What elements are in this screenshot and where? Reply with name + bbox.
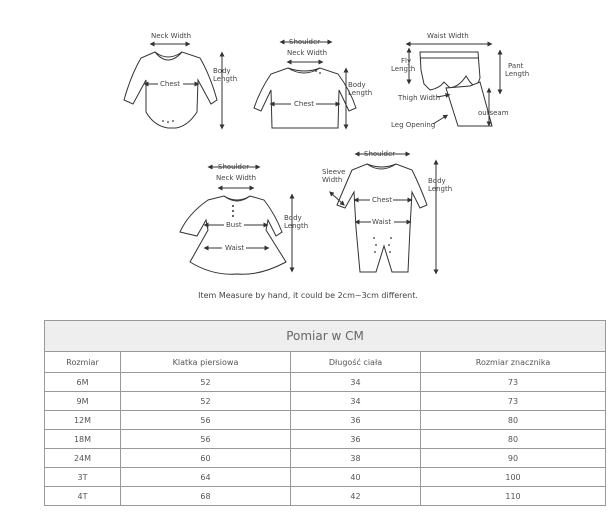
table-cell: 60 [121,449,291,468]
body-length-label-2: Length [428,185,453,193]
table-cell: 9M [45,392,121,411]
chest-label: Chest [294,100,315,108]
body-length-label-2: Length [284,222,309,230]
table-cell: 110 [421,487,606,506]
shoulder-label: Shoulder [364,150,396,158]
table-row [45,392,606,411]
table-row [45,449,606,468]
table-cell: 24M [45,449,121,468]
body-length-label: Body [428,177,446,185]
table-cell: 73 [421,373,606,392]
table-cell: 34 [291,373,421,392]
chest-label: Chest [372,196,393,204]
table-row [45,411,606,430]
table-cell: 36 [291,411,421,430]
table-body [45,373,606,506]
sleeve-width-label-2: Width [322,176,343,184]
size-table [44,320,606,506]
table-cell: 4T [45,487,121,506]
shoulder-label: Shoulder [218,163,250,171]
table-cell: 80 [421,430,606,449]
table-cell: 3T [45,468,121,487]
pant-length-label-2: Length [505,70,530,78]
measurement-note: Item Measure by hand, it could be 2cm~3cm different. [198,291,418,300]
body-length-label-2: Length [213,75,238,83]
header-tag-size: Rozmiar znacznika [421,352,606,373]
table-cell: 42 [291,487,421,506]
body-length-label-2: Length [348,89,373,97]
thigh-width-label: Thigh Width [398,94,441,102]
table-cell: 56 [121,430,291,449]
waist-width-label: Waist Width [427,32,469,40]
table-cell: 6M [45,373,121,392]
table-cell: 12M [45,411,121,430]
table-row [45,373,606,392]
table-row [45,468,606,487]
table-cell: 38 [291,449,421,468]
body-length-label: Body [213,67,231,75]
table-title: Pomiar w CM [45,321,606,352]
table-cell: 34 [291,392,421,411]
table-cell: 36 [291,430,421,449]
table-cell: 64 [121,468,291,487]
body-length-label: Body [348,81,366,89]
header-size: Rozmiar [45,352,121,373]
neck-width-label: Neck Width [287,49,328,57]
header-body-length: Długość ciała [291,352,421,373]
sleeve-width-label: Sleeve [322,168,346,176]
pants-diagram [391,32,529,129]
table-cell: 100 [421,468,606,487]
waist-label: Waist [225,244,245,252]
table-cell: 90 [421,449,606,468]
fly-length-label-2: Length [391,65,416,73]
header-chest: Klatka piersiowa [121,352,291,373]
table-header-row [45,352,606,373]
waist-label: Waist [372,218,392,226]
outseam-label: outseam [478,109,509,117]
dress-diagram [180,163,308,274]
table-cell: 18M [45,430,121,449]
shoulder-label: Shoulder [289,38,321,46]
top-diagram [254,38,372,128]
leg-opening-label: Leg Opening [391,121,436,129]
chest-label: Chest [160,80,181,88]
fly-length-label: Fly [401,57,412,65]
table-row [45,430,606,449]
table-cell: 73 [421,392,606,411]
table-cell: 68 [121,487,291,506]
body-length-label: Body [284,214,302,222]
table-row [45,487,606,506]
neck-width-label: Neck Width [151,32,192,40]
table-cell: 80 [421,411,606,430]
bust-label: Bust [226,221,242,229]
table-cell: 52 [121,392,291,411]
table-cell: 52 [121,373,291,392]
pant-length-label: Pant [508,62,524,70]
romper-diagram [322,150,452,272]
bodysuit-diagram [124,32,237,128]
neck-width-label: Neck Width [216,174,257,182]
table-cell: 56 [121,411,291,430]
table-cell: 40 [291,468,421,487]
